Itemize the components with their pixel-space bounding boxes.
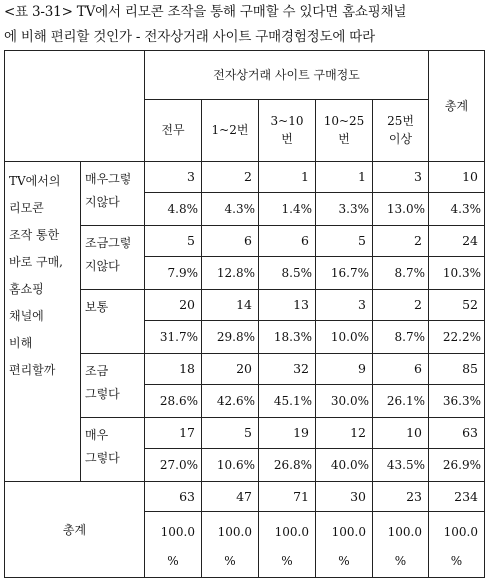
table-cell: 8.5%: [259, 256, 316, 289]
table-cell: 71: [259, 481, 316, 511]
table-cell: 45.1%: [259, 384, 316, 417]
table-cell: 31.7%: [145, 320, 202, 353]
table-cell: 85: [429, 353, 485, 384]
table-cell: %: [429, 545, 485, 577]
table-cell: %: [202, 545, 259, 577]
table-cell: 7.9%: [145, 256, 202, 289]
table-cell: 17: [145, 417, 202, 448]
table-cell: 13: [259, 289, 316, 320]
table-cell: 9: [316, 353, 373, 384]
table-cell: 5: [202, 417, 259, 448]
table-cell: 43.5%: [373, 448, 429, 481]
table-cell: 5: [316, 225, 373, 256]
table-cell: 3: [316, 289, 373, 320]
table-cell: 10: [429, 161, 485, 192]
table-cell: 100.0: [259, 511, 316, 545]
table-cell: 10.3%: [429, 256, 485, 289]
table-cell: 22.2%: [429, 320, 485, 353]
total-row-label: 총계: [5, 481, 145, 577]
table-caption: [4, 0, 484, 50]
table-cell: 100.0: [316, 511, 373, 545]
table-cell: 8.7%: [373, 320, 429, 353]
table-cell: 36.3%: [429, 384, 485, 417]
table-cell: 42.6%: [202, 384, 259, 417]
table-cell: 13.0%: [373, 192, 429, 225]
table-cell: 5: [145, 225, 202, 256]
caption-line-1: <표 3-31> TV에서 리모콘 조작을 통해 구매할 수 있다면 홈쇼핑채널: [4, 4, 407, 20]
table-cell: 28.6%: [145, 384, 202, 417]
table-cell: 19: [259, 417, 316, 448]
caption-line-2: 에 비해 편리할 것인가 - 전자상거래 사이트 구매경험정도에 따라: [4, 29, 375, 45]
table-cell: 4.3%: [429, 192, 485, 225]
table-cell: 100.0: [145, 511, 202, 545]
table-cell: 1.4%: [259, 192, 316, 225]
table-cell: 32: [259, 353, 316, 384]
table-cell: 12: [316, 417, 373, 448]
table-cell: 27.0%: [145, 448, 202, 481]
table-cell: 10.0%: [316, 320, 373, 353]
table-cell: 40.0%: [316, 448, 373, 481]
col-header-none: 전무: [145, 100, 202, 162]
table-cell: 6: [202, 225, 259, 256]
table-cell: 6: [259, 225, 316, 256]
row-label-neutral: 보통: [81, 289, 145, 353]
table-cell: 18.3%: [259, 320, 316, 353]
table-cell: 10: [373, 417, 429, 448]
table-cell: %: [259, 545, 316, 577]
table-cell: 47: [202, 481, 259, 511]
survey-table: [4, 50, 485, 578]
table-cell: 3.3%: [316, 192, 373, 225]
table-cell: 18: [145, 353, 202, 384]
group-header: 전자상거래 사이트 구매정도: [145, 51, 429, 100]
table-cell: 2: [373, 289, 429, 320]
table-cell: 3: [145, 161, 202, 192]
row-label-strongly-agree: 매우 그렇다: [81, 417, 145, 481]
row-label-somewhat-disagree: 조금그렇 지않다: [81, 225, 145, 289]
table-cell: 52: [429, 289, 485, 320]
table-cell: 8.7%: [373, 256, 429, 289]
table-cell: 30: [316, 481, 373, 511]
table-cell: 12.8%: [202, 256, 259, 289]
table-cell: %: [316, 545, 373, 577]
table-cell: 26.8%: [259, 448, 316, 481]
total-header: 총계: [429, 51, 485, 162]
table-cell: 4.8%: [145, 192, 202, 225]
table-cell: 20: [145, 289, 202, 320]
table-cell: 2: [202, 161, 259, 192]
col-header-1-2: 1~2번: [202, 100, 259, 162]
table-cell: 26.1%: [373, 384, 429, 417]
row-label-strongly-disagree: 매우그렇 지않다: [81, 161, 145, 225]
table-cell: %: [373, 545, 429, 577]
col-header-3-10: 3~10 번: [259, 100, 316, 162]
table-cell: 100.0: [373, 511, 429, 545]
table-cell: 234: [429, 481, 485, 511]
table-cell: 23: [373, 481, 429, 511]
table-cell: 20: [202, 353, 259, 384]
row-label-somewhat-agree: 조금 그렇다: [81, 353, 145, 417]
table-cell: 4.3%: [202, 192, 259, 225]
col-header-25plus: 25번 이상: [373, 100, 429, 162]
table-cell: 2: [373, 225, 429, 256]
table-cell: %: [145, 545, 202, 577]
question-label: TV에서의 리모콘 조작 통한 바로 구매, 홈쇼핑 채널에 비해 편리할까: [5, 161, 81, 481]
table-cell: 10.6%: [202, 448, 259, 481]
table-cell: 14: [202, 289, 259, 320]
table-cell: 24: [429, 225, 485, 256]
table-cell: 16.7%: [316, 256, 373, 289]
table-cell: 63: [145, 481, 202, 511]
table-cell: 100.0: [429, 511, 485, 545]
table-cell: 29.8%: [202, 320, 259, 353]
table-cell: 26.9%: [429, 448, 485, 481]
table-cell: 63: [429, 417, 485, 448]
table-cell: 1: [316, 161, 373, 192]
table-cell: 1: [259, 161, 316, 192]
col-header-10-25: 10~25 번: [316, 100, 373, 162]
table-cell: 100.0: [202, 511, 259, 545]
corner-cell: [5, 51, 145, 162]
table-cell: 6: [373, 353, 429, 384]
table-cell: 3: [373, 161, 429, 192]
table-cell: 30.0%: [316, 384, 373, 417]
